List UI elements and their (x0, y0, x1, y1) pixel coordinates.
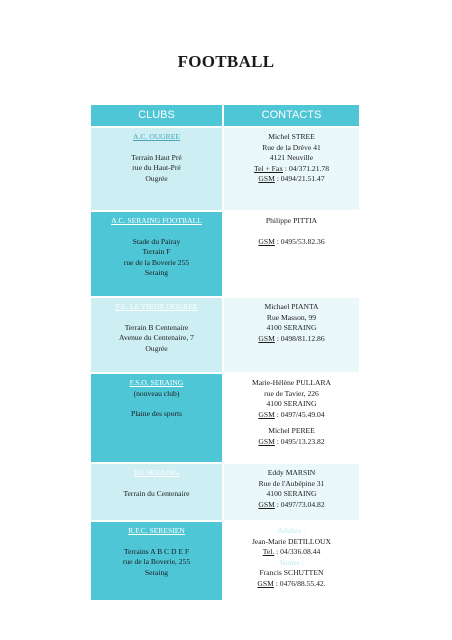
gsm-number: : 0494/21.51.47 (274, 174, 325, 183)
contact-tel (224, 547, 359, 558)
club-address-line: Plaine des sports (130, 409, 183, 418)
club-address-line: Terrain B Centenaire (124, 322, 189, 332)
gsm-number: : 0497/45.49.04 (274, 409, 325, 419)
gsm-number: : 0498/81.12.86 (274, 333, 325, 343)
contacts-header: CONTACTS (224, 105, 359, 126)
club-cell (91, 522, 222, 600)
contact-street: Rue Masson, 99 (266, 312, 317, 322)
club-cell (91, 298, 222, 372)
club-address-line: Avenue du Centenaire, 7 (119, 333, 194, 342)
gsm-label: GSM (258, 333, 275, 343)
club-address-line: Ougrée (145, 173, 168, 183)
contact-tel (224, 164, 359, 175)
contact-gsm-secondary (224, 437, 359, 448)
club-name[interactable]: A.C. SERAING FOOTBALL (111, 216, 202, 225)
contact-city: 4100 SERAING (266, 489, 317, 498)
table-row (91, 522, 359, 600)
contact-cell (224, 128, 359, 210)
contact-city: 4121 Neuville (269, 153, 314, 162)
contact-name: Michael PIANTA (264, 302, 319, 311)
club-address-line: Stade du Pairay (132, 236, 181, 246)
table-row (91, 128, 359, 210)
tel-number: : 04/336.08.44 (274, 547, 321, 556)
club-address-line: Terrain du Centenaire (123, 488, 190, 498)
contact-gsm (224, 174, 359, 185)
club-note: (nouveau club) (133, 388, 180, 398)
contact-cell (224, 464, 359, 520)
gsm-number: : 0497/73.04.82 (274, 499, 325, 509)
contact-name: Marie-Hélène PULLARA (251, 378, 332, 387)
gsm-number: : 0495/13.23.82 (274, 436, 325, 446)
tel-label: Tel + Fax (253, 163, 284, 173)
table-row (91, 374, 359, 462)
contact-cell (224, 522, 359, 600)
contact-name: Michel STREE (268, 132, 315, 141)
page-title: FOOTBALL (177, 52, 275, 71)
tel-label: Tel. (262, 547, 275, 556)
club-cell (91, 128, 222, 210)
tel-number: : 04/371.21.78 (283, 163, 330, 173)
contact-cell (224, 298, 359, 372)
contact-name-secondary: Francis SCHUTTEN (259, 568, 324, 577)
clubs-header: CLUBS (91, 105, 222, 126)
club-address-line: Terrains A B C D E F (123, 546, 190, 556)
football-clubs-table (89, 103, 361, 602)
contact-name: Philippe PITTIA (265, 216, 318, 225)
club-name[interactable]: R.F.C. SERESIEN (128, 526, 185, 535)
youth-label: Jeunes : (279, 557, 304, 567)
club-address-line: Seraing (144, 268, 169, 277)
contact-city: 4100 SERAING (266, 399, 317, 408)
table-header-row (91, 105, 359, 126)
club-name[interactable]: RU SERAING (133, 468, 180, 477)
gsm-label: GSM (258, 409, 275, 419)
table-row (91, 212, 359, 296)
contact-gsm (224, 334, 359, 345)
gsm-label: GSM (258, 436, 275, 446)
table-row (91, 298, 359, 372)
contact-street: Rue de l'Aubépine 31 (258, 478, 325, 488)
contact-gsm (224, 237, 359, 248)
club-address-line: Ougrée (145, 343, 168, 353)
contact-cell (224, 374, 359, 462)
club-address-line: rue du Haut-Pré (132, 163, 181, 172)
gsm-label: GSM (258, 499, 275, 509)
gsm-label: GSM (257, 578, 274, 588)
contact-city: 4100 SERAING (266, 323, 317, 332)
contact-street: Rue de la Drève 41 (262, 142, 321, 152)
club-name[interactable]: A.C. OUGREE (132, 132, 181, 141)
club-cell (91, 374, 222, 462)
gsm-label: GSM (258, 236, 275, 246)
club-cell (91, 212, 222, 296)
club-name[interactable]: F.S.O. SERAING (129, 378, 184, 387)
contact-cell (224, 212, 359, 296)
gsm-number: : 0476/88.55.42. (273, 578, 326, 588)
contact-gsm (224, 500, 359, 511)
table-row (91, 464, 359, 520)
club-name[interactable]: F.C. LE VIEUX OUGREE (115, 302, 198, 311)
contact-name: Eddy MARSIN (267, 468, 316, 477)
club-address-line: Seraing (144, 567, 169, 577)
club-address-line: rue de la Boverie 255 (123, 257, 190, 267)
contact-name-secondary: Michel PEREE (268, 426, 315, 435)
contact-name: Jean-Marie DETILLOUX (251, 536, 332, 546)
gsm-label: GSM (258, 174, 275, 183)
club-address-line: Terrain Haut Pré (131, 152, 182, 162)
contact-street: rue de Tavier, 226 (264, 388, 319, 398)
gsm-number: : 0495/53.82.36 (274, 236, 325, 246)
club-address-line: Terrain F (142, 247, 171, 256)
club-address-line: rue de la Boverie, 255 (122, 557, 191, 566)
club-cell (91, 464, 222, 520)
contact-gsm (224, 410, 359, 421)
contact-gsm (224, 579, 359, 590)
adults-label: Adultes : (277, 526, 306, 535)
